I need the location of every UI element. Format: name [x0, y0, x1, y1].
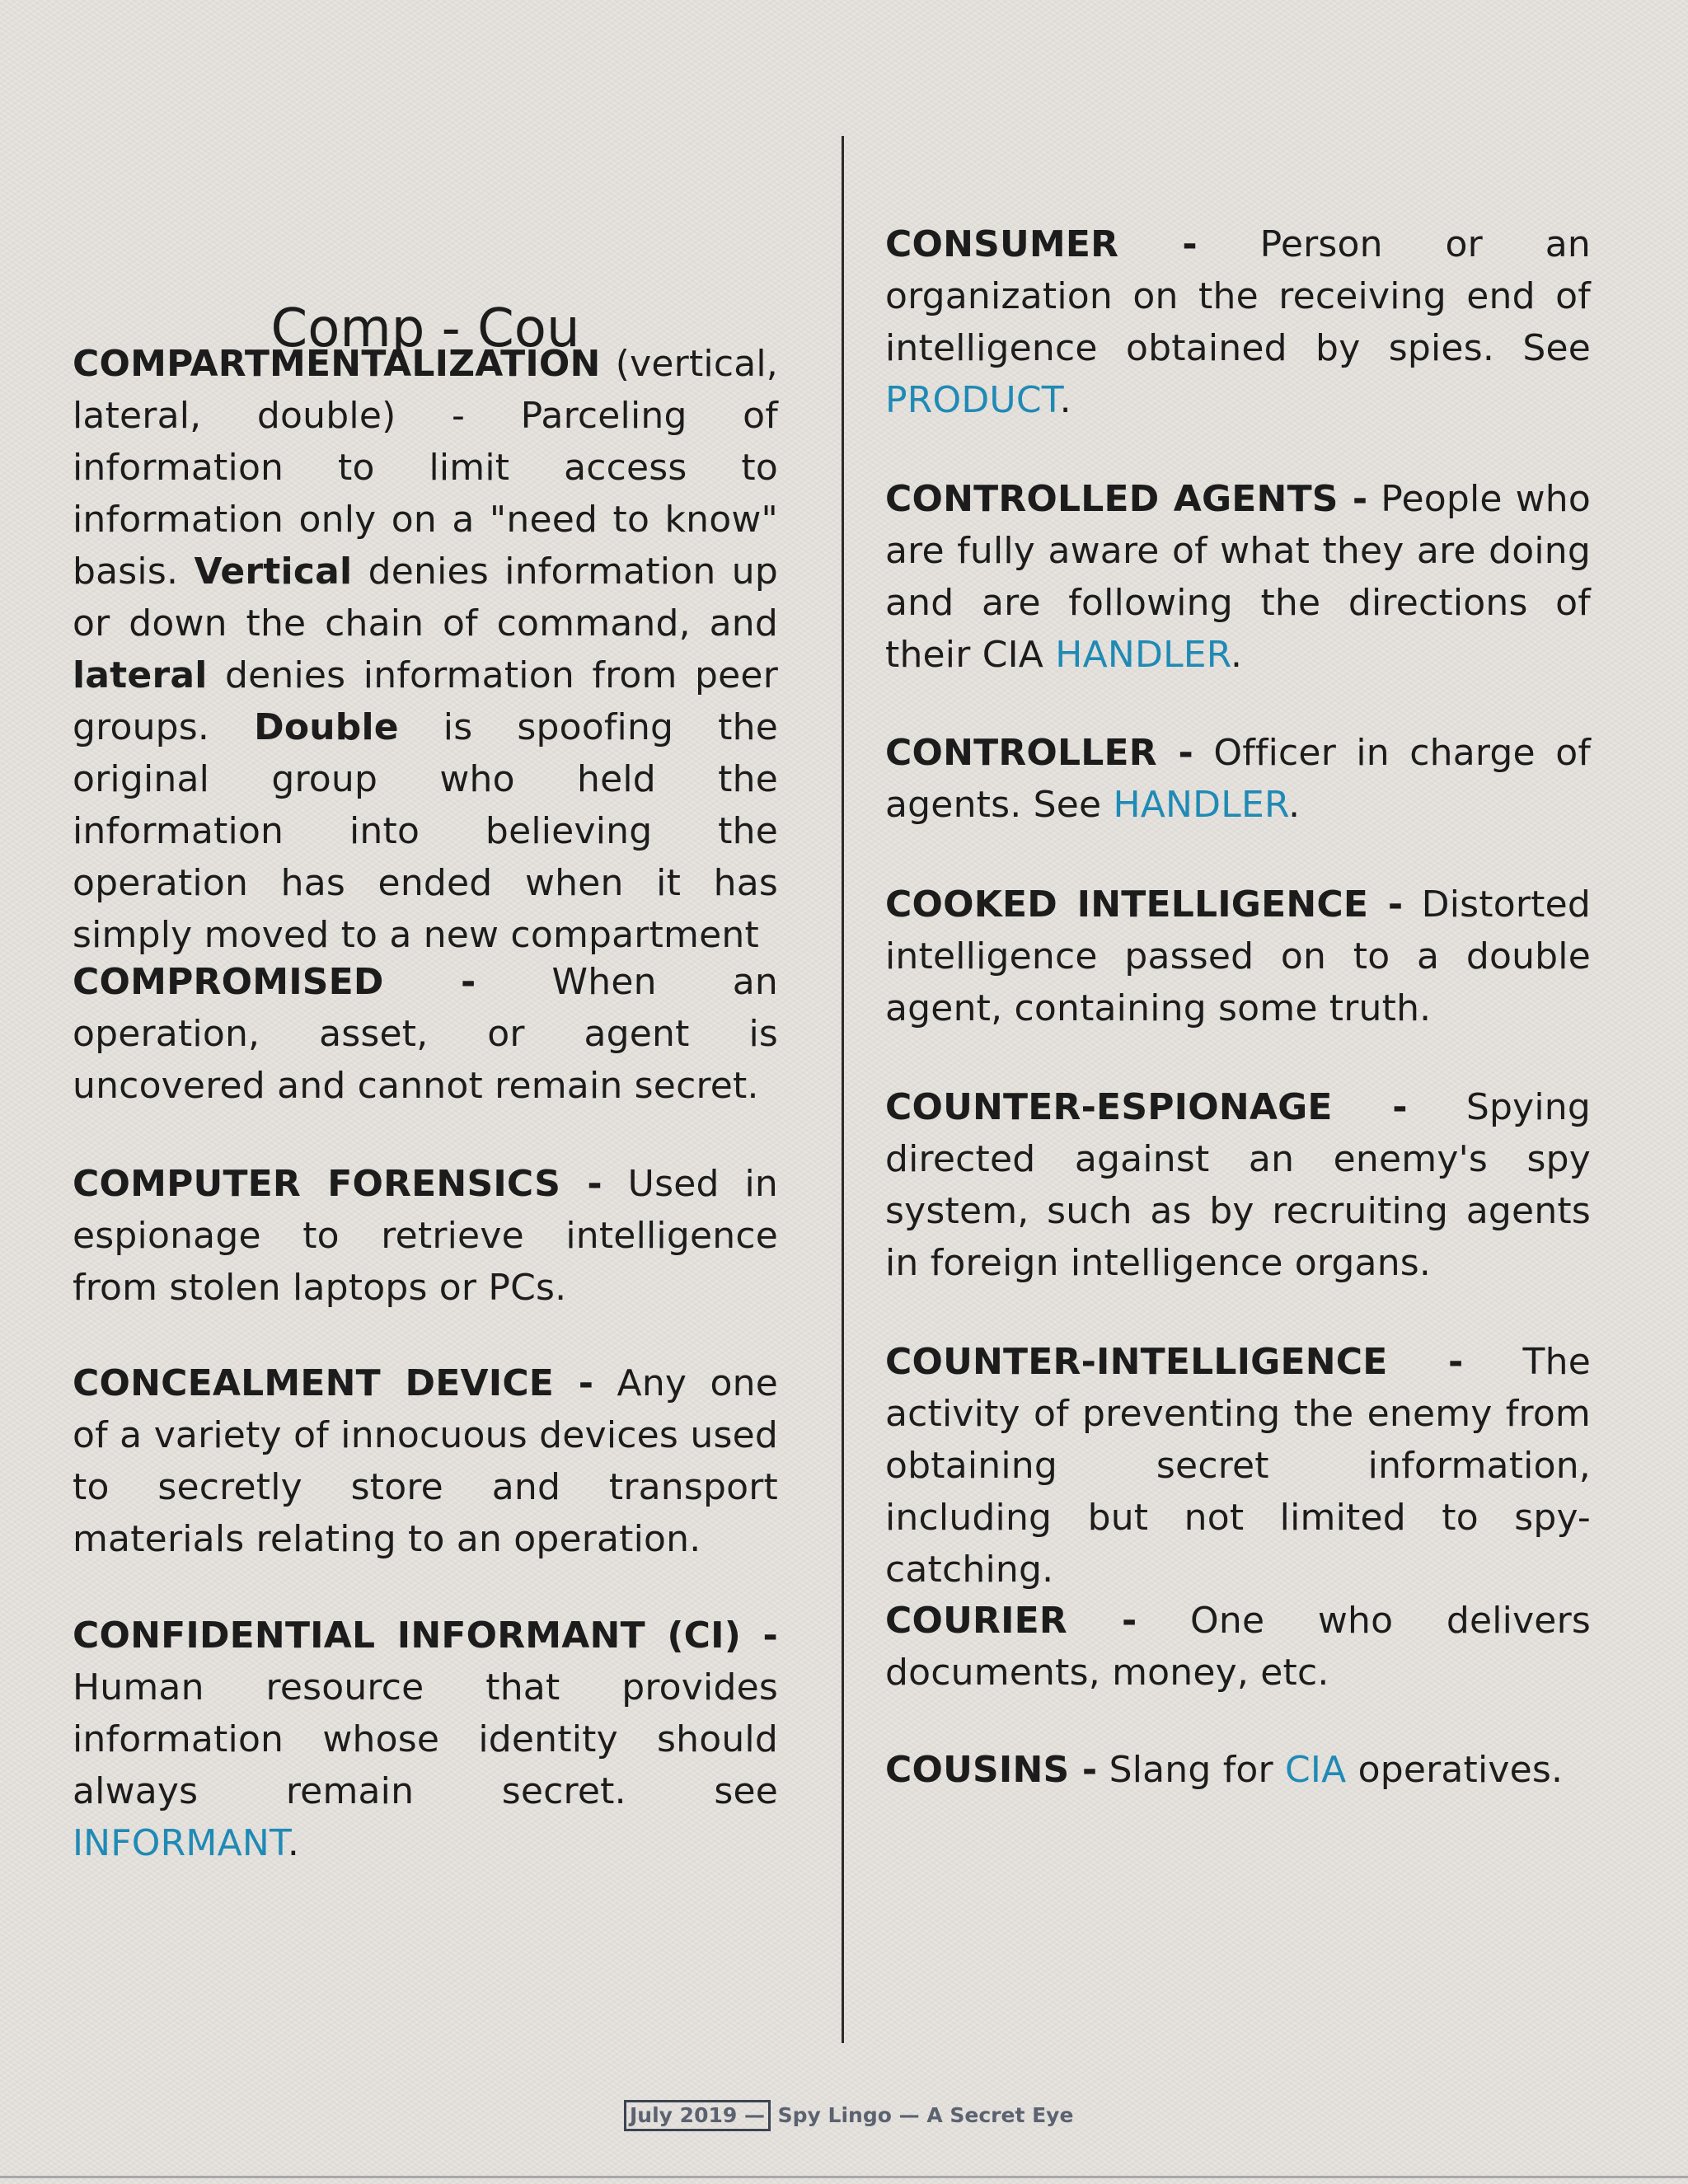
definition-text: People who are fully aware of what they are doing and are following the directions of their CIA — [885, 478, 1591, 676]
glossary-entry — [73, 1357, 778, 1565]
definition-text: Distorted intelligence passed on to a double agent, containing some truth. — [885, 883, 1592, 1029]
definition-text: (vertical, lateral, double) - Parceling of information to limit access to information only on a "need to know" basis. — [73, 343, 778, 593]
cross-reference-link[interactable]: HANDLER — [1113, 784, 1289, 826]
glossary-entry — [885, 1081, 1591, 1289]
glossary-entry — [73, 338, 778, 961]
cross-reference-link[interactable]: INFORMANT — [73, 1822, 288, 1864]
definition-text: When an operation, asset, or agent is uncovered and cannot remain secret. — [73, 961, 778, 1107]
glossary-entry — [73, 1158, 778, 1314]
glossary-entry — [73, 956, 778, 1112]
cross-reference-link[interactable]: HANDLER — [1055, 634, 1231, 676]
entry-term: CONCEALMENT DEVICE - — [73, 1362, 594, 1404]
definition-text: One who delivers documents, money, etc. — [885, 1600, 1591, 1694]
glossary-entry — [885, 218, 1591, 426]
cross-reference-link[interactable]: CIA — [1284, 1749, 1347, 1791]
column-divider — [842, 136, 844, 2043]
glossary-entry — [885, 727, 1591, 831]
definition-text: . — [1059, 379, 1071, 421]
definition-text: . — [1231, 634, 1243, 676]
cross-reference-link[interactable]: PRODUCT — [885, 379, 1060, 421]
entry-term: COMPROMISED - — [73, 961, 476, 1003]
definition-text: . — [1288, 784, 1301, 826]
entry-term: COURIER - — [885, 1600, 1137, 1642]
definition-text: Any one of a variety of innocuous devices used to secretly store and transport materials relating to an operation. — [73, 1362, 778, 1560]
definition-text: Slang for — [1097, 1749, 1285, 1791]
footer-publication: Spy Lingo — A Secret Eye — [770, 2103, 1074, 2127]
definition-text: Spying directed against an enemy's spy system, such as by recruiting agents in foreign intelligence organs. — [885, 1086, 1591, 1284]
glossary-entry — [885, 879, 1591, 1034]
entry-term: CONTROLLER - — [885, 732, 1194, 774]
glossary-entry — [885, 1744, 1591, 1796]
entry-term: CONSUMER - — [885, 223, 1198, 265]
definition-text: Used in espionage to retrieve intelligence from stolen laptops or PCs. — [73, 1163, 778, 1309]
section-title: Comp - Cou — [270, 298, 580, 359]
emphasized-text: Vertical — [194, 551, 353, 593]
definition-text: is spoofing the original group who held the information into believing the operation has ended when it has simply moved to a new compartment — [73, 706, 778, 956]
definition-text: Person or an organization on the receiving end of intelligence obtained by spies. See — [885, 223, 1591, 369]
entry-term: COUNTER-INTELLIGENCE - — [885, 1341, 1464, 1383]
glossary-entry — [885, 473, 1591, 681]
definition-text: operatives. — [1346, 1749, 1564, 1791]
entry-term: CONTROLLED AGENTS - — [885, 478, 1368, 520]
glossary-entry — [885, 1336, 1591, 1596]
emphasized-text: Double — [254, 706, 399, 748]
entry-term: COUNTER-ESPIONAGE - — [885, 1086, 1408, 1128]
footer-date-box: July 2019 — — [624, 2100, 771, 2131]
glossary-entry — [885, 1595, 1591, 1699]
definition-text: . — [287, 1822, 300, 1864]
definition-text: Human resource that provides information whose identity should always remain secret. see — [73, 1666, 778, 1812]
entry-term: COMPUTER FORENSICS - — [73, 1163, 603, 1205]
bottom-rule — [0, 2176, 1688, 2178]
entry-term: CONFIDENTIAL INFORMANT (CI) - — [73, 1615, 778, 1657]
definition-text: The activity of preventing the enemy from obtaining secret information, including but not limited to spy-catching. — [885, 1341, 1591, 1591]
entry-term: COOKED INTELLIGENCE - — [885, 883, 1404, 926]
definition-text: Officer in charge of agents. See — [885, 732, 1592, 826]
glossary-entry — [73, 1610, 778, 1869]
definition-text: denies information up or down the chain of command, and — [73, 551, 778, 644]
emphasized-text: lateral — [73, 654, 208, 696]
entry-term: COUSINS - — [885, 1749, 1098, 1791]
definition-text: denies information from peer groups. — [73, 654, 778, 748]
page-footer — [624, 2100, 1073, 2133]
entry-term: COMPARTMENTALIZATION — [73, 343, 601, 385]
